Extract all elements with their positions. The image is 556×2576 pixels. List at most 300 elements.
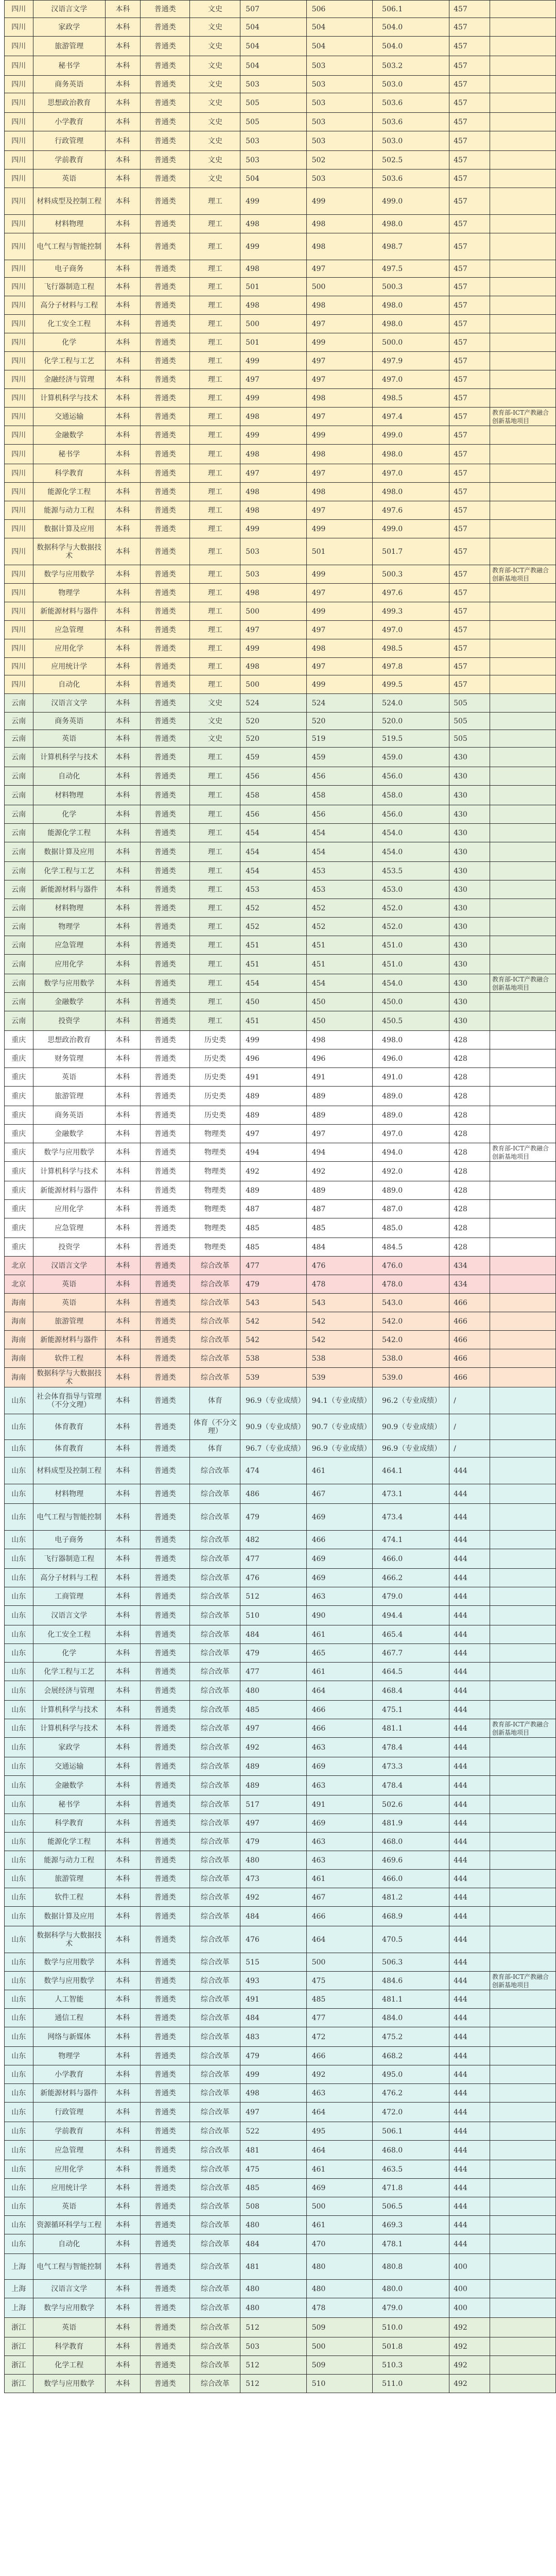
avg-score-cell: 498.0 — [373, 215, 449, 233]
subject-type-cell: 综合改革 — [190, 1294, 240, 1312]
subject-type-cell: 综合改革 — [190, 1870, 240, 1888]
major-cell: 化工安全工程 — [33, 315, 105, 333]
category-cell: 普通类 — [141, 993, 190, 1011]
table-row — [5, 1851, 556, 1870]
table-row — [5, 1972, 556, 1990]
major-cell: 材料成型及控制工程 — [33, 1458, 105, 1484]
category-cell: 普通类 — [141, 1349, 190, 1368]
province-cell: 山东 — [5, 1738, 33, 1757]
min-score-cell: 499 — [306, 565, 372, 584]
subject-type-cell: 理工 — [190, 565, 240, 584]
avg-score-cell: 499.5 — [373, 675, 449, 694]
category-cell: 普通类 — [141, 1681, 190, 1701]
max-score-cell: 492 — [240, 1162, 306, 1181]
remark-cell — [490, 1257, 556, 1275]
max-score-cell: 477 — [240, 1257, 306, 1275]
avg-score-cell: 511.0 — [373, 2375, 449, 2393]
remark-cell — [490, 538, 556, 565]
control-line-cell: 457 — [449, 445, 490, 464]
control-line-cell: 444 — [449, 2160, 490, 2179]
level-cell: 本科 — [105, 1031, 140, 1049]
level-cell: 本科 — [105, 93, 140, 113]
major-cell: 电气工程与智能控制 — [33, 2254, 105, 2280]
subject-type-cell: 综合改革 — [190, 2084, 240, 2103]
table-row — [5, 389, 556, 408]
table-row — [5, 113, 556, 131]
avg-score-cell: 504.0 — [373, 18, 449, 37]
major-cell: 化学 — [33, 1644, 105, 1663]
table-row — [5, 2216, 556, 2234]
avg-score-cell: 487.0 — [373, 1200, 449, 1218]
max-score-cell: 498 — [240, 408, 306, 426]
major-cell: 工商管理 — [33, 1587, 105, 1606]
min-score-cell: 453 — [306, 862, 372, 880]
min-score-cell: 480 — [306, 2254, 372, 2280]
level-cell: 本科 — [105, 955, 140, 974]
major-cell: 应用统计学 — [33, 658, 105, 675]
control-line-cell: 492 — [449, 2318, 490, 2337]
min-score-cell: 485 — [306, 1990, 372, 2009]
subject-type-cell: 综合改革 — [190, 1990, 240, 2009]
category-cell: 普通类 — [141, 1, 190, 18]
avg-score-cell: 454.0 — [373, 974, 449, 993]
subject-type-cell: 综合改革 — [190, 1738, 240, 1757]
major-cell: 英语 — [33, 1275, 105, 1294]
min-score-cell: 461 — [306, 1870, 372, 1888]
major-cell: 金融数学 — [33, 1125, 105, 1143]
control-line-cell: 428 — [449, 1031, 490, 1049]
max-score-cell: 504 — [240, 56, 306, 76]
max-score-cell: 491 — [240, 1990, 306, 2009]
avg-score-cell: 498.0 — [373, 296, 449, 315]
avg-score-cell: 464.5 — [373, 1663, 449, 1681]
major-cell: 投资学 — [33, 1011, 105, 1031]
max-score-cell: 503 — [240, 565, 306, 584]
min-score-cell: 498 — [306, 445, 372, 464]
table-row — [5, 37, 556, 56]
major-cell: 数学与应用数学 — [33, 2375, 105, 2393]
major-cell: 金融经济与管理 — [33, 370, 105, 389]
category-cell: 普通类 — [141, 748, 190, 767]
category-cell: 普通类 — [141, 315, 190, 333]
subject-type-cell: 综合改革 — [190, 1587, 240, 1606]
subject-type-cell: 综合改革 — [190, 2160, 240, 2179]
table-row — [5, 767, 556, 786]
major-cell: 高分子材料与工程 — [33, 1569, 105, 1587]
subject-type-cell: 理工 — [190, 278, 240, 296]
min-score-cell: 519 — [306, 730, 372, 748]
remark-cell: 教育部-ICT产教融合创新基地项目 — [490, 974, 556, 993]
avg-score-cell: 496.0 — [373, 1049, 449, 1068]
control-line-cell: 457 — [449, 520, 490, 538]
major-cell: 科学教育 — [33, 2337, 105, 2356]
level-cell: 本科 — [105, 2047, 140, 2065]
control-line-cell: 444 — [449, 1990, 490, 2009]
subject-type-cell: 综合改革 — [190, 2254, 240, 2280]
province-cell: 海南 — [5, 1349, 33, 1368]
province-cell: 重庆 — [5, 1181, 33, 1200]
remark-cell — [490, 786, 556, 805]
major-cell: 汉语言文学 — [33, 1606, 105, 1625]
remark-cell — [490, 520, 556, 538]
avg-score-cell: 501.8 — [373, 2337, 449, 2356]
province-cell: 山东 — [5, 1990, 33, 2009]
major-cell: 软件工程 — [33, 1888, 105, 1907]
min-score-cell: 497 — [306, 370, 372, 389]
control-line-cell: 444 — [449, 2216, 490, 2234]
subject-type-cell: 文史 — [190, 37, 240, 56]
level-cell: 本科 — [105, 1776, 140, 1795]
control-line-cell: 444 — [449, 1458, 490, 1484]
category-cell: 普通类 — [141, 1049, 190, 1068]
level-cell: 本科 — [105, 2318, 140, 2337]
level-cell: 本科 — [105, 2234, 140, 2254]
max-score-cell: 504 — [240, 170, 306, 188]
remark-cell — [490, 56, 556, 76]
avg-score-cell: 497.0 — [373, 370, 449, 389]
remark-cell — [490, 1349, 556, 1368]
max-score-cell: 482 — [240, 1531, 306, 1549]
control-line-cell: 428 — [449, 1068, 490, 1087]
min-score-cell: 475 — [306, 1972, 372, 1990]
table-row — [5, 151, 556, 170]
avg-score-cell: 484.0 — [373, 2009, 449, 2027]
subject-type-cell: 体育 — [190, 1440, 240, 1458]
province-cell: 山东 — [5, 1414, 33, 1440]
category-cell: 普通类 — [141, 2122, 190, 2141]
subject-type-cell: 综合改革 — [190, 1814, 240, 1833]
major-cell: 交通运输 — [33, 408, 105, 426]
subject-type-cell: 历史类 — [190, 1106, 240, 1125]
remark-cell — [490, 2179, 556, 2197]
remark-cell — [490, 2160, 556, 2179]
min-score-cell: 500 — [306, 2337, 372, 2356]
category-cell: 普通类 — [141, 1414, 190, 1440]
avg-score-cell: 503.2 — [373, 56, 449, 76]
control-line-cell: 457 — [449, 352, 490, 370]
control-line-cell: 428 — [449, 1049, 490, 1068]
avg-score-cell: 506.5 — [373, 2197, 449, 2216]
level-cell: 本科 — [105, 1795, 140, 1814]
category-cell: 普通类 — [141, 2084, 190, 2103]
level-cell: 本科 — [105, 1606, 140, 1625]
level-cell: 本科 — [105, 1218, 140, 1238]
control-line-cell: 430 — [449, 974, 490, 993]
category-cell: 普通类 — [141, 76, 190, 93]
avg-score-cell: 538.0 — [373, 1349, 449, 1368]
max-score-cell: 479 — [240, 1504, 306, 1531]
min-score-cell: 464 — [306, 2141, 372, 2160]
avg-score-cell: 475.2 — [373, 2027, 449, 2047]
province-cell: 四川 — [5, 151, 33, 170]
control-line-cell: 444 — [449, 2197, 490, 2216]
province-cell: 四川 — [5, 426, 33, 445]
min-score-cell: 497 — [306, 315, 372, 333]
category-cell: 普通类 — [141, 1907, 190, 1926]
table-row — [5, 2065, 556, 2084]
category-cell: 普通类 — [141, 131, 190, 151]
major-cell: 物理学 — [33, 2047, 105, 2065]
avg-score-cell: 506.3 — [373, 1953, 449, 1972]
remark-cell — [490, 2318, 556, 2337]
table-row — [5, 1087, 556, 1106]
max-score-cell: 498 — [240, 445, 306, 464]
category-cell: 普通类 — [141, 1368, 190, 1387]
remark-cell — [490, 1414, 556, 1440]
avg-score-cell: 478.4 — [373, 1776, 449, 1795]
control-line-cell: 444 — [449, 1663, 490, 1681]
remark-cell — [490, 2122, 556, 2141]
table-row — [5, 1625, 556, 1644]
control-line-cell: 457 — [449, 315, 490, 333]
table-row — [5, 2197, 556, 2216]
subject-type-cell: 文史 — [190, 730, 240, 748]
max-score-cell: 498 — [240, 584, 306, 602]
control-line-cell: 457 — [449, 464, 490, 483]
province-cell: 四川 — [5, 233, 33, 260]
control-line-cell: 466 — [449, 1331, 490, 1349]
subject-type-cell: 理工 — [190, 408, 240, 426]
province-cell: 浙江 — [5, 2375, 33, 2393]
remark-cell — [490, 260, 556, 278]
remark-cell — [490, 1, 556, 18]
level-cell: 本科 — [105, 260, 140, 278]
min-score-cell: 524 — [306, 694, 372, 713]
subject-type-cell: 综合改革 — [190, 2375, 240, 2393]
table-row — [5, 2009, 556, 2027]
subject-type-cell: 理工 — [190, 918, 240, 936]
major-cell: 电子商务 — [33, 260, 105, 278]
control-line-cell: 457 — [449, 296, 490, 315]
table-row — [5, 1414, 556, 1440]
remark-cell — [490, 1953, 556, 1972]
min-score-cell: 466 — [306, 1701, 372, 1719]
min-score-cell: 456 — [306, 805, 372, 824]
level-cell: 本科 — [105, 2027, 140, 2047]
subject-type-cell: 综合改革 — [190, 2298, 240, 2318]
category-cell: 普通类 — [141, 1701, 190, 1719]
table-row — [5, 1549, 556, 1569]
remark-cell — [490, 713, 556, 730]
level-cell: 本科 — [105, 1926, 140, 1953]
max-score-cell: 454 — [240, 862, 306, 880]
subject-type-cell: 综合改革 — [190, 2141, 240, 2160]
min-score-cell: 506 — [306, 1, 372, 18]
level-cell: 本科 — [105, 2337, 140, 2356]
control-line-cell: / — [449, 1414, 490, 1440]
avg-score-cell: 473.1 — [373, 1484, 449, 1504]
province-cell: 海南 — [5, 1331, 33, 1349]
max-score-cell: 474 — [240, 1458, 306, 1484]
remark-cell — [490, 1068, 556, 1087]
max-score-cell: 499 — [240, 639, 306, 658]
subject-type-cell: 综合改革 — [190, 1368, 240, 1387]
remark-cell — [490, 675, 556, 694]
max-score-cell: 485 — [240, 1238, 306, 1257]
subject-type-cell: 综合改革 — [190, 2197, 240, 2216]
remark-cell — [490, 2337, 556, 2356]
level-cell: 本科 — [105, 151, 140, 170]
avg-score-cell: 478.4 — [373, 1738, 449, 1757]
level-cell: 本科 — [105, 2160, 140, 2179]
control-line-cell: 430 — [449, 955, 490, 974]
subject-type-cell: 理工 — [190, 483, 240, 501]
min-score-cell: 484 — [306, 1238, 372, 1257]
max-score-cell: 497 — [240, 1719, 306, 1738]
major-cell: 能源与动力工程 — [33, 501, 105, 520]
table-row — [5, 76, 556, 93]
province-cell: 浙江 — [5, 2318, 33, 2337]
subject-type-cell: 综合改革 — [190, 2122, 240, 2141]
category-cell: 普通类 — [141, 584, 190, 602]
table-row — [5, 1953, 556, 1972]
province-cell: 山东 — [5, 2234, 33, 2254]
min-score-cell: 491 — [306, 1795, 372, 1814]
category-cell: 普通类 — [141, 1738, 190, 1757]
level-cell: 本科 — [105, 1504, 140, 1531]
control-line-cell: 430 — [449, 842, 490, 862]
control-line-cell: 457 — [449, 501, 490, 520]
avg-score-cell: 454.0 — [373, 842, 449, 862]
max-score-cell: 507 — [240, 1, 306, 18]
min-score-cell: 509 — [306, 2318, 372, 2337]
control-line-cell: 457 — [449, 408, 490, 426]
subject-type-cell: 理工 — [190, 296, 240, 315]
min-score-cell: 490 — [306, 1606, 372, 1625]
table-row — [5, 805, 556, 824]
min-score-cell: 497 — [306, 501, 372, 520]
major-cell: 金融数学 — [33, 993, 105, 1011]
control-line-cell: 457 — [449, 658, 490, 675]
control-line-cell: 457 — [449, 389, 490, 408]
max-score-cell: 503 — [240, 538, 306, 565]
category-cell: 普通类 — [141, 974, 190, 993]
remark-cell — [490, 1833, 556, 1851]
province-cell: 浙江 — [5, 2356, 33, 2375]
min-score-cell: 499 — [306, 188, 372, 215]
table-row — [5, 730, 556, 748]
min-score-cell: 463 — [306, 2084, 372, 2103]
level-cell: 本科 — [105, 862, 140, 880]
level-cell: 本科 — [105, 1738, 140, 1757]
min-score-cell: 498 — [306, 639, 372, 658]
category-cell: 普通类 — [141, 1200, 190, 1218]
max-score-cell: 475 — [240, 2160, 306, 2179]
province-cell: 北京 — [5, 1257, 33, 1275]
major-cell: 学前教育 — [33, 2122, 105, 2141]
subject-type-cell: 理工 — [190, 370, 240, 389]
province-cell: 四川 — [5, 483, 33, 501]
max-score-cell: 520 — [240, 730, 306, 748]
category-cell: 普通类 — [141, 639, 190, 658]
level-cell: 本科 — [105, 76, 140, 93]
control-line-cell: 428 — [449, 1087, 490, 1106]
level-cell: 本科 — [105, 1907, 140, 1926]
category-cell: 普通类 — [141, 2375, 190, 2393]
province-cell: 四川 — [5, 445, 33, 464]
province-cell: 四川 — [5, 278, 33, 296]
control-line-cell: 492 — [449, 2337, 490, 2356]
category-cell: 普通类 — [141, 1587, 190, 1606]
control-line-cell: 444 — [449, 2047, 490, 2065]
category-cell: 普通类 — [141, 1504, 190, 1531]
subject-type-cell: 理工 — [190, 880, 240, 899]
level-cell: 本科 — [105, 2084, 140, 2103]
category-cell: 普通类 — [141, 1125, 190, 1143]
subject-type-cell: 理工 — [190, 767, 240, 786]
subject-type-cell: 理工 — [190, 602, 240, 621]
category-cell: 普通类 — [141, 93, 190, 113]
subject-type-cell: 综合改革 — [190, 1349, 240, 1368]
max-score-cell: 505 — [240, 113, 306, 131]
max-score-cell: 452 — [240, 899, 306, 918]
control-line-cell: 428 — [449, 1200, 490, 1218]
major-cell: 物理学 — [33, 918, 105, 936]
avg-score-cell: 469.3 — [373, 2216, 449, 2234]
control-line-cell: 457 — [449, 188, 490, 215]
remark-cell — [490, 1181, 556, 1200]
remark-cell — [490, 748, 556, 767]
min-score-cell: 466 — [306, 1531, 372, 1549]
table-row — [5, 1757, 556, 1776]
max-score-cell: 515 — [240, 1953, 306, 1972]
avg-score-cell: 497.8 — [373, 658, 449, 675]
category-cell: 普通类 — [141, 1031, 190, 1049]
major-cell: 科学教育 — [33, 464, 105, 483]
level-cell: 本科 — [105, 1569, 140, 1587]
category-cell: 普通类 — [141, 767, 190, 786]
min-score-cell: 497 — [306, 464, 372, 483]
avg-score-cell: 510.3 — [373, 2356, 449, 2375]
major-cell: 应用统计学 — [33, 2179, 105, 2197]
table-row — [5, 1125, 556, 1143]
subject-type-cell: 综合改革 — [190, 1926, 240, 1953]
avg-score-cell: 472.0 — [373, 2103, 449, 2122]
major-cell: 材料物理 — [33, 215, 105, 233]
province-cell: 重庆 — [5, 1106, 33, 1125]
remark-cell — [490, 1870, 556, 1888]
level-cell: 本科 — [105, 1701, 140, 1719]
avg-score-cell: 479.0 — [373, 2298, 449, 2318]
remark-cell — [490, 880, 556, 899]
avg-score-cell: 96.9（专业成绩） — [373, 1440, 449, 1458]
remark-cell — [490, 1331, 556, 1349]
province-cell: 山东 — [5, 1587, 33, 1606]
min-score-cell: 499 — [306, 520, 372, 538]
level-cell: 本科 — [105, 1458, 140, 1484]
avg-score-cell: 499.0 — [373, 520, 449, 538]
major-cell: 计算机科学与技术 — [33, 1701, 105, 1719]
province-cell: 四川 — [5, 18, 33, 37]
max-score-cell: 494 — [240, 1143, 306, 1162]
province-cell: 山东 — [5, 1504, 33, 1531]
level-cell: 本科 — [105, 1719, 140, 1738]
subject-type-cell: 综合改革 — [190, 1757, 240, 1776]
category-cell: 普通类 — [141, 1331, 190, 1349]
category-cell: 普通类 — [141, 370, 190, 389]
level-cell: 本科 — [105, 842, 140, 862]
avg-score-cell: 476.2 — [373, 2084, 449, 2103]
avg-score-cell: 497.5 — [373, 260, 449, 278]
table-row — [5, 278, 556, 296]
table-row — [5, 1795, 556, 1814]
remark-cell — [490, 1644, 556, 1663]
major-cell: 旅游管理 — [33, 37, 105, 56]
category-cell: 普通类 — [141, 2047, 190, 2065]
min-score-cell: 489 — [306, 1181, 372, 1200]
level-cell: 本科 — [105, 639, 140, 658]
level-cell: 本科 — [105, 2254, 140, 2280]
